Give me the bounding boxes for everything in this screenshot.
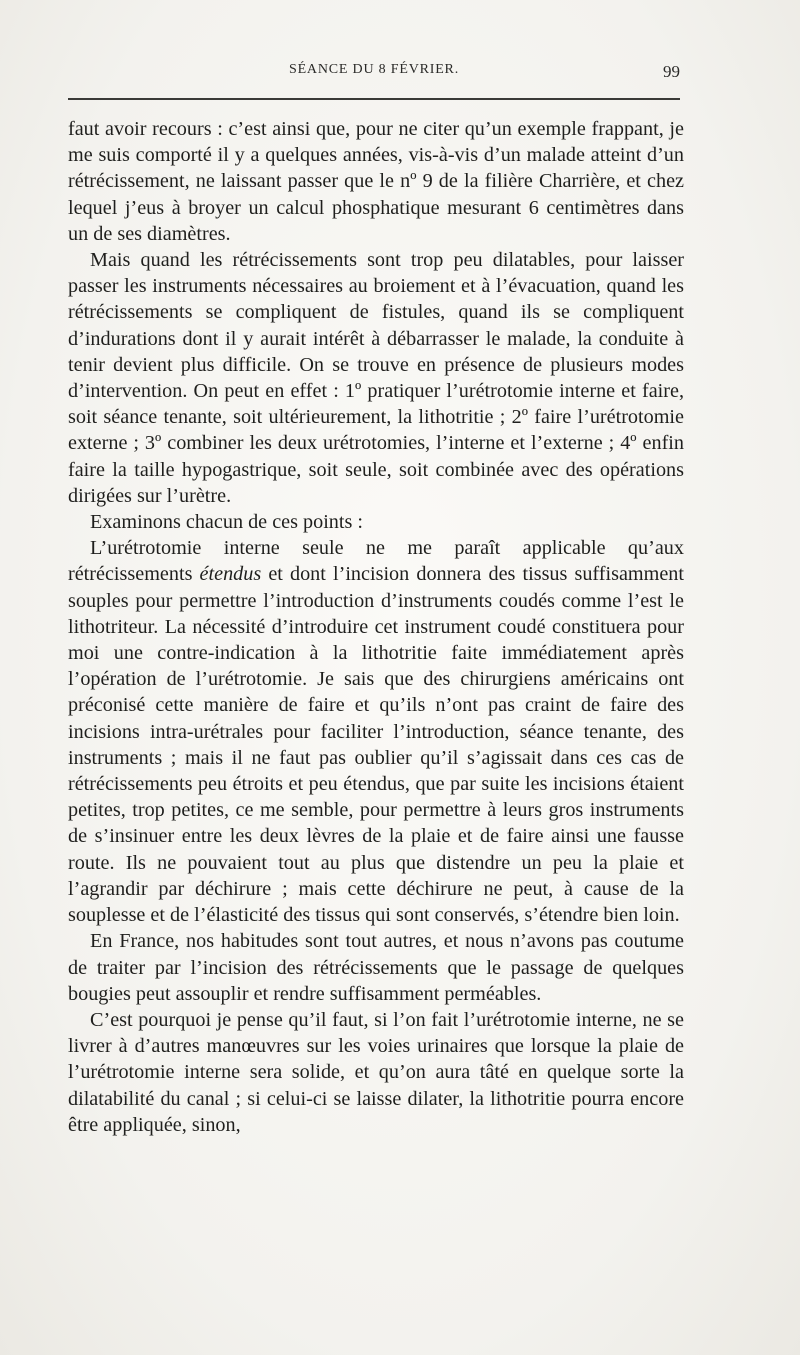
paragraph-1: faut avoir recours : c’est ainsi que, pour ne citer qu’un exemple frappant, je me suis comporté il y a quelques années, vis-à-vis d’un malade atteint d’un rétrécissement, ne laissant passer que le nº 9 de la filière Charrière, et chez lequel j’eus à broyer un calcul phosphatique mesurant 6 centimètres dans un de ses diamètres.: [68, 118, 684, 245]
running-title: SÉANCE DU 8 FÉVRIER.: [288, 62, 459, 77]
paragraph-2: Mais quand les rétrécissements sont trop peu dilatables, pour laisser passer les instruments nécessaires au broiement et à l’évacuation, quand les rétrécissements se compliquent de fistules, quand ils se compliquent d’indurations dont il y aurait intérêt à débarrasser le malade, la conduite à tenir devient plus difficile. On se trouve en présence de plusieurs modes d’intervention. On peut en effet : 1º pratiquer l’urétrotomie interne et faire, soit séance tenante, soit ultérieurement, la lithotritie ; 2º faire l’urétrotomie externe ; 3º combiner les deux urétrotomies, l’interne et l’externe ; 4º enfin faire la taille hypogastrique, soit seule, soit combinée avec des opérations dirigées sur l’urètre.: [68, 249, 684, 507]
paragraph-3: Examinons chacun de ces points :: [90, 511, 364, 534]
page-header: [68, 62, 680, 86]
paragraph-6: C’est pourquoi je pense qu’il faut, si l’on fait l’urétrotomie interne, ne se livrer à d’autres manœuvres sur les voies urinaires que lorsque la plaie de l’urétrotomie interne sera solide, et qu’on aura tâté en quelque sorte la dilatabilité du canal ; si celui-ci se laisse dilater, la lithotritie pourra encore être appliquée, sinon,: [68, 1008, 684, 1136]
paragraph-4-text-before: L’urétrotomie interne seule ne me paraît applicable qu’aux rétrécissements: [68, 537, 684, 586]
paragraph-5: En France, nos habitudes sont tout autres, et nous n’avons pas coutume de traiter par l’incision des rétrécissements que le passage de quelques bougies peut assouplir et rendre suffisamment perméables.: [68, 930, 684, 1005]
page-number: 99: [663, 62, 680, 81]
paragraph-4-italic-word: étendus: [199, 563, 262, 586]
body-text: [68, 116, 684, 1138]
paragraph-4: [68, 535, 684, 928]
header-rule: [68, 98, 680, 100]
paragraph-4-text-after: et dont l’incision donnera des tissus suffisamment souples pour permettre l’introduction d’instruments coudés comme l’est le lithotriteur. La nécessité d’introduire cet instrument coudé constituera pour moi une contre-indication à la lithotritie faite immédiatement après l’opération de l’urétrotomie. Je sais que des chirurgiens américains ont préconisé cette manière de faire et qu’ils n’ont pas craint de faire des incisions intra-urétrales pour faciliter l’introduction, séance tenante, des instruments ; mais il ne faut pas oublier qu’il s’agissait dans ces cas de rétrécissements peu étroits et peu étendus, que par suite les incisions étaient petites, trop petites, ce me semble, pour permettre à leurs gros instruments de s’insinuer entre les deux lèvres de la plaie et de faire ainsi une fausse route. Ils ne pouvaient tout au plus que distendre un peu la plaie et l’agrandir par déchirure ; mais cette déchirure ne peut, à cause de la souplesse et de l’élasticité des tissus qui sont conservés, s’étendre bien loin.: [68, 563, 685, 927]
